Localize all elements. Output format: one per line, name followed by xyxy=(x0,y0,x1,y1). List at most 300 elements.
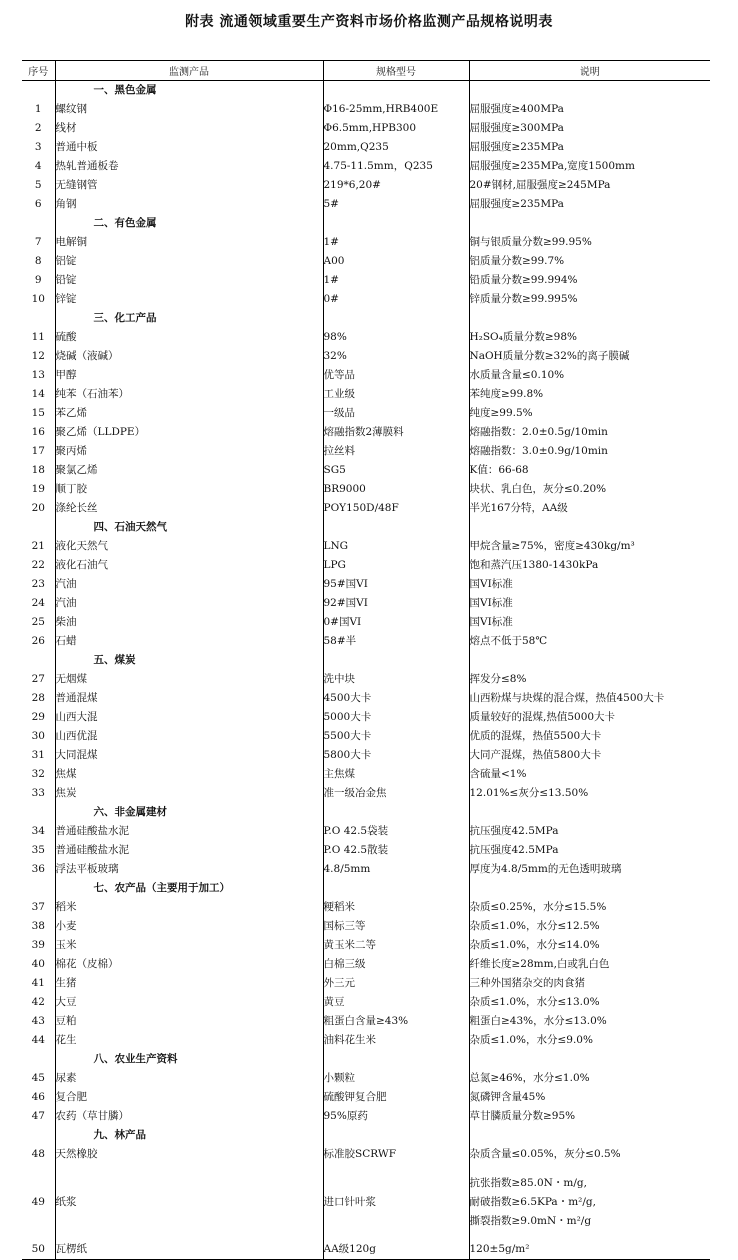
row-number: 31 xyxy=(31,749,45,761)
category-name: 七、农产品（主要用于加工） xyxy=(55,879,323,898)
spec-value: Φ6.5mm,HPB300 xyxy=(323,119,469,138)
row-number: 33 xyxy=(31,787,45,799)
row-number: 9 xyxy=(34,274,42,286)
table-row xyxy=(22,670,710,689)
row-number: 10 xyxy=(31,293,45,305)
table-row xyxy=(22,822,710,841)
product-name: 聚氯乙烯 xyxy=(55,461,323,480)
category-no-cell xyxy=(22,81,55,101)
product-name: 瓦楞纸 xyxy=(55,1240,323,1260)
table-row xyxy=(22,993,710,1012)
table-row xyxy=(22,385,710,404)
table-row xyxy=(22,499,710,518)
row-number: 3 xyxy=(34,141,42,153)
category-spec-cell xyxy=(323,518,469,537)
table-row xyxy=(22,1069,710,1088)
table-row xyxy=(22,461,710,480)
row-number: 12 xyxy=(31,350,45,362)
product-name: 液化石油气 xyxy=(55,556,323,575)
spec-value: BR9000 xyxy=(323,480,469,499)
spec-value: 一级品 xyxy=(323,404,469,423)
desc-value: 质量较好的混煤,热值5000大卡 xyxy=(469,708,710,727)
category-spec-cell xyxy=(323,1050,469,1069)
category-spec-cell xyxy=(323,1126,469,1145)
spec-value: 进口针叶浆 xyxy=(323,1164,469,1240)
spec-value: P.O 42.5袋装 xyxy=(323,822,469,841)
product-name: 聚丙烯 xyxy=(55,442,323,461)
spec-value: 32% xyxy=(323,347,469,366)
desc-value: 甲烷含量≥75%，密度≥430kg/m³ xyxy=(469,537,710,556)
row-number: 43 xyxy=(31,1015,45,1027)
table-row xyxy=(22,157,710,176)
desc-line: 耐破指数≥6.5KPa・m²/g, xyxy=(469,1195,596,1208)
product-name: 螺纹钢 xyxy=(55,100,323,119)
spec-value: P.O 42.5散装 xyxy=(323,841,469,860)
row-number: 39 xyxy=(31,939,45,951)
table-row xyxy=(22,252,710,271)
category-name: 八、农业生产资料 xyxy=(55,1050,323,1069)
row-number: 36 xyxy=(31,863,45,875)
table-row xyxy=(22,347,710,366)
desc-value: 杂质含量≤0.05%，灰分≤0.5% xyxy=(469,1145,710,1164)
spec-value: SG5 xyxy=(323,461,469,480)
desc-value: 块状、乳白色，灰分≤0.20% xyxy=(469,480,710,499)
desc-value: 熔融指数：2.0±0.5g/10min xyxy=(469,423,710,442)
table-row xyxy=(22,233,710,252)
row-number: 48 xyxy=(31,1148,45,1160)
desc-value: 12.01%≤灰分≤13.50% xyxy=(469,784,710,803)
row-number: 32 xyxy=(31,768,45,780)
product-name: 山西优混 xyxy=(55,727,323,746)
row-number: 45 xyxy=(31,1072,45,1084)
row-number: 16 xyxy=(31,426,45,438)
table-row xyxy=(22,366,710,385)
product-name: 大豆 xyxy=(55,993,323,1012)
desc-value: 山西粉煤与块煤的混合煤，热值4500大卡 xyxy=(469,689,710,708)
spec-value: 国标三等 xyxy=(323,917,469,936)
table-row xyxy=(22,119,710,138)
desc-value: 熔点不低于58℃ xyxy=(469,632,710,651)
desc-value: 屈服强度≥400MPa xyxy=(469,100,710,119)
product-name: 尿素 xyxy=(55,1069,323,1088)
spec-value: Φ16-25mm,HRB400E xyxy=(323,100,469,119)
desc-value: 屈服强度≥300MPa xyxy=(469,119,710,138)
product-name: 小麦 xyxy=(55,917,323,936)
product-name: 热轧普通板卷 xyxy=(55,157,323,176)
table-row xyxy=(22,689,710,708)
spec-value: 219*6,20# xyxy=(323,176,469,195)
category-desc-cell xyxy=(469,309,710,328)
category-desc-cell xyxy=(469,81,710,101)
page-title: 附表 流通领域重要生产资料市场价格监测产品规格说明表 xyxy=(185,14,553,30)
table-row xyxy=(22,784,710,803)
table-row xyxy=(22,1088,710,1107)
table-row xyxy=(22,746,710,765)
table-row xyxy=(22,271,710,290)
desc-value: 氮磷钾含量45% xyxy=(469,1088,710,1107)
product-name: 普通混煤 xyxy=(55,689,323,708)
desc-value: 大同产混煤，热值5800大卡 xyxy=(469,746,710,765)
desc-value: 铅质量分数≥99.994% xyxy=(469,271,710,290)
desc-value: 水质量含量≤0.10% xyxy=(469,366,710,385)
table-row xyxy=(22,290,710,309)
row-number: 4 xyxy=(34,160,42,172)
product-name: 生猪 xyxy=(55,974,323,993)
row-number: 35 xyxy=(31,844,45,856)
table-row xyxy=(22,1012,710,1031)
product-name: 顺丁胶 xyxy=(55,480,323,499)
category-no-cell xyxy=(22,879,55,898)
desc-value: 杂质≤1.0%，水分≤13.0% xyxy=(469,993,710,1012)
product-name: 焦煤 xyxy=(55,765,323,784)
table-row xyxy=(22,328,710,347)
spec-value: 5# xyxy=(323,195,469,214)
desc-value: 纤维长度≥28mm,白或乳白色 xyxy=(469,955,710,974)
table-row xyxy=(22,955,710,974)
header-spec: 规格型号 xyxy=(323,61,469,81)
desc-line: 撕裂指数≥9.0mN・m²/g xyxy=(469,1214,592,1227)
row-number: 11 xyxy=(31,331,45,343)
table-row xyxy=(22,480,710,499)
category-no-cell xyxy=(22,518,55,537)
desc-value: 锌质量分数≥99.995% xyxy=(469,290,710,309)
product-name: 棉花（皮棉） xyxy=(55,955,323,974)
desc-value: 饱和蒸汽压1380-1430kPa xyxy=(469,556,710,575)
category-row xyxy=(22,309,710,328)
row-number: 27 xyxy=(31,673,45,685)
row-number: 22 xyxy=(31,559,45,571)
product-name: 豆粕 xyxy=(55,1012,323,1031)
table-row xyxy=(22,176,710,195)
category-spec-cell xyxy=(323,879,469,898)
product-name: 普通硅酸盐水泥 xyxy=(55,841,323,860)
product-name: 甲醇 xyxy=(55,366,323,385)
desc-value: 杂质≤1.0%，水分≤14.0% xyxy=(469,936,710,955)
spec-value: 95#国VI xyxy=(323,575,469,594)
spec-value: 0# xyxy=(323,290,469,309)
table-row xyxy=(22,404,710,423)
desc-value: 铝质量分数≥99.7% xyxy=(469,252,710,271)
spec-value: 优等品 xyxy=(323,366,469,385)
category-desc-cell xyxy=(469,1050,710,1069)
desc-value: 国VI标准 xyxy=(469,613,710,632)
desc-value: 铜与银质量分数≥99.95% xyxy=(469,233,710,252)
spec-value: 外三元 xyxy=(323,974,469,993)
table-row xyxy=(22,100,710,119)
desc-value: 含硫量<1% xyxy=(469,765,710,784)
table-row xyxy=(22,423,710,442)
desc-value: 20#钢材,屈服强度≥245MPa xyxy=(469,176,710,195)
product-name: 玉米 xyxy=(55,936,323,955)
category-row xyxy=(22,1126,710,1145)
spec-value: 硫酸钾复合肥 xyxy=(323,1088,469,1107)
desc-value: 三种外国猪杂交的肉食猪 xyxy=(469,974,710,993)
category-name: 六、非金属建材 xyxy=(55,803,323,822)
product-name: 天然橡胶 xyxy=(55,1145,323,1164)
row-number: 30 xyxy=(31,730,45,742)
table-row xyxy=(22,1145,710,1164)
row-number: 14 xyxy=(31,388,45,400)
category-row xyxy=(22,803,710,822)
desc-value: 屈服强度≥235MPa xyxy=(469,195,710,214)
spec-value: 95%原药 xyxy=(323,1107,469,1126)
category-name: 一、黑色金属 xyxy=(55,81,323,101)
desc-value: K值：66-68 xyxy=(469,461,710,480)
category-desc-cell xyxy=(469,803,710,822)
row-number: 8 xyxy=(34,255,42,267)
table-row xyxy=(22,632,710,651)
product-name: 锌锭 xyxy=(55,290,323,309)
table-row xyxy=(22,195,710,214)
spec-value: 5000大卡 xyxy=(323,708,469,727)
spec-value: 1# xyxy=(323,271,469,290)
category-row xyxy=(22,518,710,537)
row-number: 20 xyxy=(31,502,45,514)
table-row xyxy=(22,860,710,879)
desc-value: 国VI标准 xyxy=(469,594,710,613)
product-name: 涤纶长丝 xyxy=(55,499,323,518)
table-row xyxy=(22,1240,710,1260)
row-number: 37 xyxy=(31,901,45,913)
desc-value: 杂质≤1.0%，水分≤9.0% xyxy=(469,1031,710,1050)
spec-value: 98% xyxy=(323,328,469,347)
spec-value: 4500大卡 xyxy=(323,689,469,708)
desc-value: 草甘膦质量分数≥95% xyxy=(469,1107,710,1126)
product-name: 角钢 xyxy=(55,195,323,214)
row-number: 26 xyxy=(31,635,45,647)
desc-value: 屈服强度≥235MPa xyxy=(469,138,710,157)
row-number: 41 xyxy=(31,977,45,989)
table-row xyxy=(22,1031,710,1050)
spec-value: 4.75-11.5mm，Q235 xyxy=(323,157,469,176)
desc-value: 苯纯度≥99.8% xyxy=(469,385,710,404)
row-number: 42 xyxy=(31,996,45,1008)
desc-value: 半光167分特，AA级 xyxy=(469,499,710,518)
header-product: 监测产品 xyxy=(55,61,323,81)
desc-value: 总氮≥46%，水分≤1.0% xyxy=(469,1069,710,1088)
spec-value: 小颗粒 xyxy=(323,1069,469,1088)
product-name: 液化天然气 xyxy=(55,537,323,556)
category-spec-cell xyxy=(323,651,469,670)
row-number: 49 xyxy=(31,1195,45,1208)
category-desc-cell xyxy=(469,214,710,233)
row-number: 47 xyxy=(31,1110,45,1122)
row-number: 46 xyxy=(31,1091,45,1103)
product-name: 汽油 xyxy=(55,575,323,594)
spec-value: 黄豆 xyxy=(323,993,469,1012)
category-no-cell xyxy=(22,1050,55,1069)
category-no-cell xyxy=(22,651,55,670)
product-name: 苯乙烯 xyxy=(55,404,323,423)
product-name: 焦炭 xyxy=(55,784,323,803)
product-name: 山西大混 xyxy=(55,708,323,727)
category-no-cell xyxy=(22,309,55,328)
table-row xyxy=(22,936,710,955)
product-name: 聚乙烯（LLDPE） xyxy=(55,423,323,442)
desc-value: 厚度为4.8/5mm的无色透明玻璃 xyxy=(469,860,710,879)
spec-value: 拉丝料 xyxy=(323,442,469,461)
spec-value: 黄玉米二等 xyxy=(323,936,469,955)
spec-value: LNG xyxy=(323,537,469,556)
desc-value: 熔融指数：3.0±0.9g/10min xyxy=(469,442,710,461)
desc-value: 杂质≤1.0%，水分≤12.5% xyxy=(469,917,710,936)
category-no-cell xyxy=(22,1126,55,1145)
spec-value: 熔融指数2薄膜料 xyxy=(323,423,469,442)
spec-value: 粗蛋白含量≥43% xyxy=(323,1012,469,1031)
product-name: 纯苯（石油苯） xyxy=(55,385,323,404)
product-name: 普通硅酸盐水泥 xyxy=(55,822,323,841)
row-number: 23 xyxy=(31,578,45,590)
row-number: 50 xyxy=(22,1240,55,1260)
spec-value: 准一级冶金焦 xyxy=(323,784,469,803)
category-desc-cell xyxy=(469,879,710,898)
spec-value: 洗中块 xyxy=(323,670,469,689)
product-name: 铅锭 xyxy=(55,271,323,290)
table-row xyxy=(22,138,710,157)
spec-value: 92#国VI xyxy=(323,594,469,613)
table-row xyxy=(22,974,710,993)
table-row xyxy=(22,594,710,613)
spec-value: 0#国VI xyxy=(323,613,469,632)
product-name: 花生 xyxy=(55,1031,323,1050)
desc-value: NaOH质量分数≥32%的离子膜碱 xyxy=(469,347,710,366)
product-name: 无烟煤 xyxy=(55,670,323,689)
spec-value: 20mm,Q235 xyxy=(323,138,469,157)
desc-value: 抗压强度42.5MPa xyxy=(469,822,710,841)
row-number: 38 xyxy=(31,920,45,932)
table-body xyxy=(22,81,710,1260)
desc-value: 杂质≤0.25%，水分≤15.5% xyxy=(469,898,710,917)
product-name: 线材 xyxy=(55,119,323,138)
table-row xyxy=(22,917,710,936)
category-spec-cell xyxy=(323,309,469,328)
product-name: 浮法平板玻璃 xyxy=(55,860,323,879)
desc-cell xyxy=(469,1164,710,1240)
spec-value: A00 xyxy=(323,252,469,271)
category-desc-cell xyxy=(469,651,710,670)
spec-value: 粳稻米 xyxy=(323,898,469,917)
spec-value: 1# xyxy=(323,233,469,252)
table-row xyxy=(22,727,710,746)
desc-value: 挥发分≤8% xyxy=(469,670,710,689)
desc-value: 抗压强度42.5MPa xyxy=(469,841,710,860)
product-name: 纸浆 xyxy=(55,1164,323,1240)
desc-value: 纯度≥99.5% xyxy=(469,404,710,423)
category-row xyxy=(22,651,710,670)
category-name: 三、化工产品 xyxy=(55,309,323,328)
product-name: 无缝钢管 xyxy=(55,176,323,195)
product-name: 汽油 xyxy=(55,594,323,613)
category-row xyxy=(22,879,710,898)
row-number: 25 xyxy=(31,616,45,628)
row-number: 13 xyxy=(31,369,45,381)
row-number: 1 xyxy=(34,103,42,115)
spec-value: AA级120g xyxy=(323,1240,469,1260)
row-number: 7 xyxy=(34,236,42,248)
row-number: 40 xyxy=(31,958,45,970)
row-number: 44 xyxy=(31,1034,45,1046)
table-row xyxy=(22,537,710,556)
table-row xyxy=(22,765,710,784)
category-desc-cell xyxy=(469,518,710,537)
spec-value: LPG xyxy=(323,556,469,575)
spec-value: 4.8/5mm xyxy=(323,860,469,879)
product-name: 稻米 xyxy=(55,898,323,917)
category-row xyxy=(22,1050,710,1069)
spec-value: 油料花生米 xyxy=(323,1031,469,1050)
spec-value: 工业级 xyxy=(323,385,469,404)
row-number: 18 xyxy=(31,464,45,476)
spec-value: 5800大卡 xyxy=(323,746,469,765)
table-row xyxy=(22,841,710,860)
table-row xyxy=(22,1107,710,1126)
product-name: 电解铜 xyxy=(55,233,323,252)
row-number: 6 xyxy=(34,198,42,210)
table-row xyxy=(22,708,710,727)
category-spec-cell xyxy=(323,803,469,822)
header-no: 序号 xyxy=(22,61,55,81)
table-row xyxy=(22,556,710,575)
product-name: 复合肥 xyxy=(55,1088,323,1107)
desc-value: H₂SO₄质量分数≥98% xyxy=(469,328,710,347)
table-row xyxy=(22,898,710,917)
product-name: 硫酸 xyxy=(55,328,323,347)
category-spec-cell xyxy=(323,81,469,101)
header-desc: 说明 xyxy=(469,61,710,81)
product-name: 普通中板 xyxy=(55,138,323,157)
row-number: 29 xyxy=(31,711,45,723)
spec-table xyxy=(22,60,710,1260)
table-header-row xyxy=(22,61,710,81)
row-number: 2 xyxy=(34,122,42,134)
product-name: 大同混煤 xyxy=(55,746,323,765)
category-spec-cell xyxy=(323,214,469,233)
category-name: 二、有色金属 xyxy=(55,214,323,233)
table-row xyxy=(22,613,710,632)
category-no-cell xyxy=(22,803,55,822)
spec-value: 白棉三级 xyxy=(323,955,469,974)
category-name: 四、石油天然气 xyxy=(55,518,323,537)
desc-value: 屈服强度≥235MPa,宽度1500mm xyxy=(469,157,710,176)
category-desc-cell xyxy=(469,1126,710,1145)
row-number: 34 xyxy=(31,825,45,837)
spec-value: 主焦煤 xyxy=(323,765,469,784)
row-number: 19 xyxy=(31,483,45,495)
desc-value: 120±5g/m² xyxy=(469,1240,710,1260)
row-number: 24 xyxy=(31,597,45,609)
product-name: 柴油 xyxy=(55,613,323,632)
product-name: 烧碱（液碱） xyxy=(55,347,323,366)
row-number: 5 xyxy=(34,179,42,191)
row-number: 17 xyxy=(31,445,45,457)
desc-value: 粗蛋白≥43%，水分≤13.0% xyxy=(469,1012,710,1031)
row-number: 15 xyxy=(31,407,45,419)
spec-value: POY150D/48F xyxy=(323,499,469,518)
product-name: 石蜡 xyxy=(55,632,323,651)
spec-value: 标准胶SCRWF xyxy=(323,1145,469,1164)
row-number: 21 xyxy=(31,540,45,552)
table-row xyxy=(22,442,710,461)
product-name: 农药（草甘膦） xyxy=(55,1107,323,1126)
spec-value: 5500大卡 xyxy=(323,727,469,746)
desc-line: 抗张指数≥85.0N・m/g, xyxy=(469,1176,587,1189)
spec-value: 58#半 xyxy=(323,632,469,651)
product-name: 铝锭 xyxy=(55,252,323,271)
category-name: 九、林产品 xyxy=(55,1126,323,1145)
category-row xyxy=(22,214,710,233)
category-row xyxy=(22,81,710,101)
desc-value: 优质的混煤，热值5500大卡 xyxy=(469,727,710,746)
